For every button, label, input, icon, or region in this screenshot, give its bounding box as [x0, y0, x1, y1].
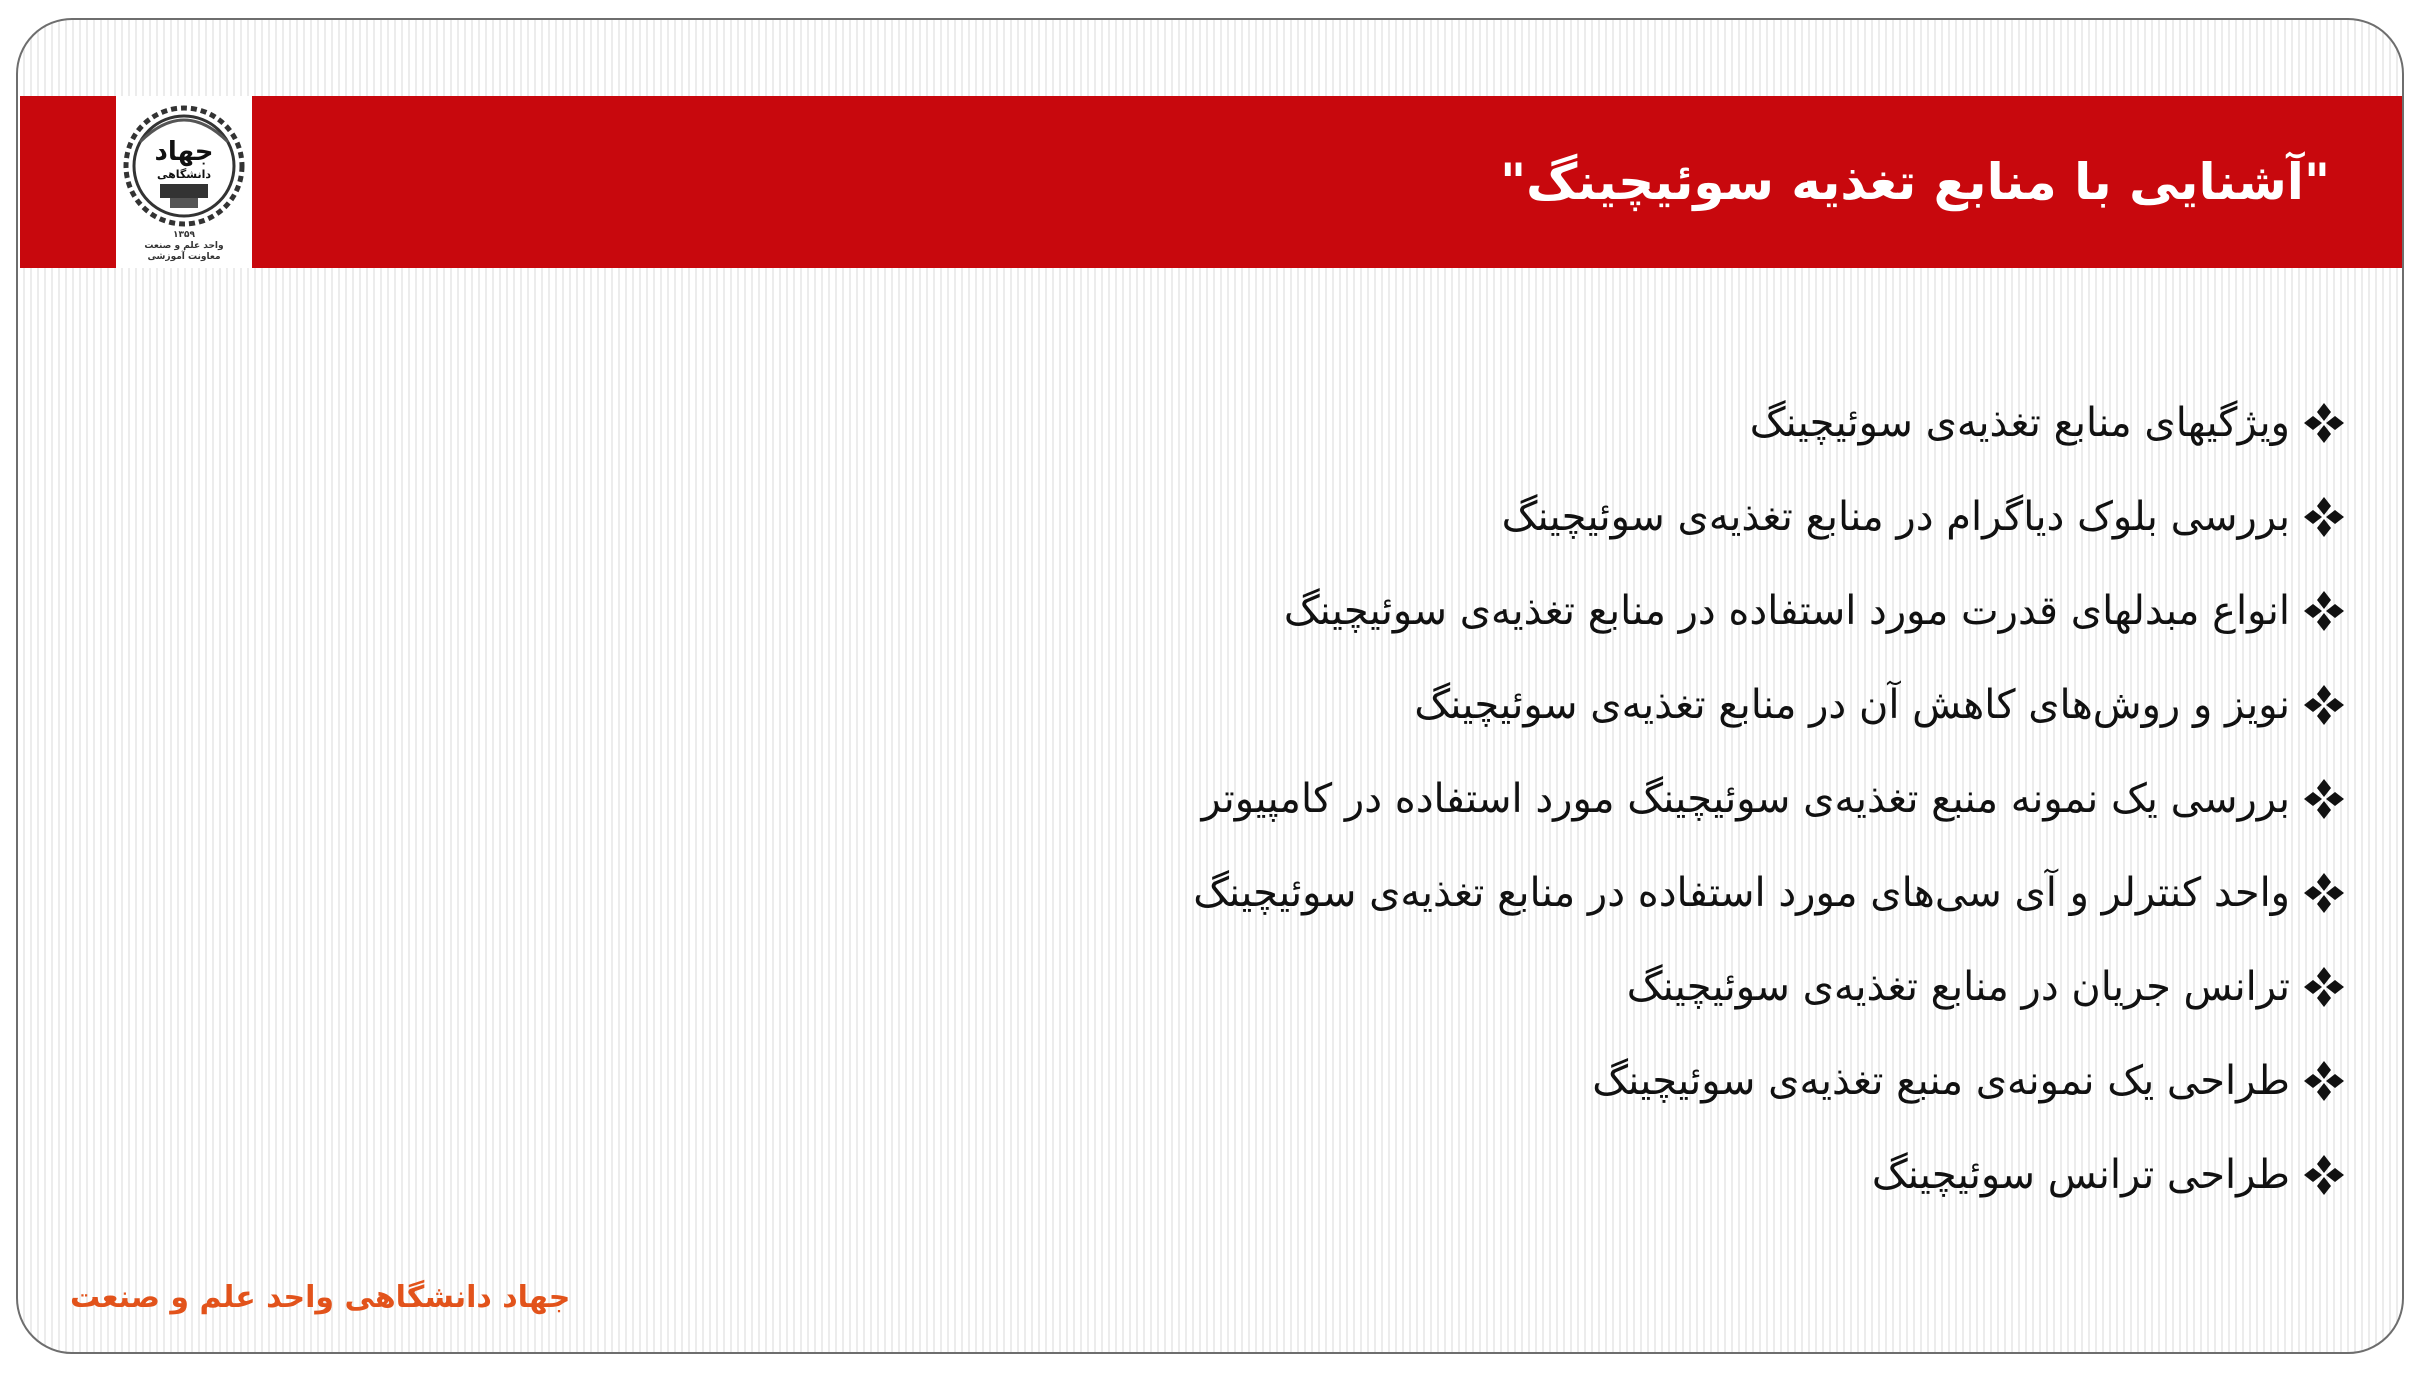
bullet-list: [1193, 376, 2348, 1222]
bullet-text: ترانس جریان در منابع تغذیه‌ی سوئیچینگ: [1626, 964, 2290, 1010]
four-diamond-bullet-icon: [2300, 587, 2348, 635]
bullet-text: بررسی بلوک دیاگرام در منابع تغذیه‌ی سوئیچینگ: [1501, 494, 2290, 540]
bullet-item: [1193, 1034, 2348, 1128]
four-diamond-bullet-icon: [2300, 681, 2348, 729]
logo-caption-dept: معاونت آموزشی: [147, 252, 221, 262]
four-diamond-bullet-icon: [2300, 493, 2348, 541]
bullet-text: طراحی یک نمونه‌ی منبع تغذیه‌ی سوئیچینگ: [1592, 1058, 2290, 1104]
bullet-text: واحد کنترلر و آی سی‌های مورد استفاده در منابع تغذیه‌ی سوئیچینگ: [1193, 870, 2290, 916]
slide-frame: [16, 18, 2404, 1354]
four-diamond-bullet-icon: [2300, 963, 2348, 1011]
logo-sub-text: دانشگاهی: [156, 168, 212, 181]
logo-panel: [116, 96, 252, 268]
bullet-item: [1193, 470, 2348, 564]
bullet-item: [1193, 658, 2348, 752]
four-diamond-bullet-icon: [2300, 869, 2348, 917]
bullet-text: بررسی یک نمونه منبع تغذیه‌ی سوئیچینگ مورد استفاده در کامپیوتر: [1201, 776, 2290, 822]
four-diamond-bullet-icon: [2300, 399, 2348, 447]
slide-title: "آشنایی با منابع تغذیه سوئیچینگ": [1500, 153, 2330, 211]
bullet-item: [1193, 846, 2348, 940]
bullet-item: [1193, 1128, 2348, 1222]
bullet-item: [1193, 564, 2348, 658]
logo-main-text: جهاد: [154, 137, 214, 167]
jahad-logo-icon: [120, 102, 248, 230]
bullet-item: [1193, 752, 2348, 846]
bullet-text: طراحی ترانس سوئیچینگ: [1871, 1152, 2290, 1198]
bullet-item: [1193, 376, 2348, 470]
four-diamond-bullet-icon: [2300, 1151, 2348, 1199]
bullet-text: ویژگیهای منابع تغذیه‌ی سوئیچینگ: [1749, 400, 2290, 446]
four-diamond-bullet-icon: [2300, 1057, 2348, 1105]
logo-caption-year: ۱۳۵۹: [173, 230, 195, 240]
footer-text: جهاد دانشگاهی واحد علم و صنعت: [70, 1280, 571, 1315]
logo-caption-unit: واحد علم و صنعت: [144, 241, 224, 251]
bullet-item: [1193, 940, 2348, 1034]
bullet-text: انواع مبدلهای قدرت مورد استفاده در منابع تغذیه‌ی سوئیچینگ: [1283, 588, 2290, 634]
four-diamond-bullet-icon: [2300, 775, 2348, 823]
bullet-text: نویز و روش‌های کاهش آن در منابع تغذیه‌ی سوئیچینگ: [1414, 682, 2290, 728]
